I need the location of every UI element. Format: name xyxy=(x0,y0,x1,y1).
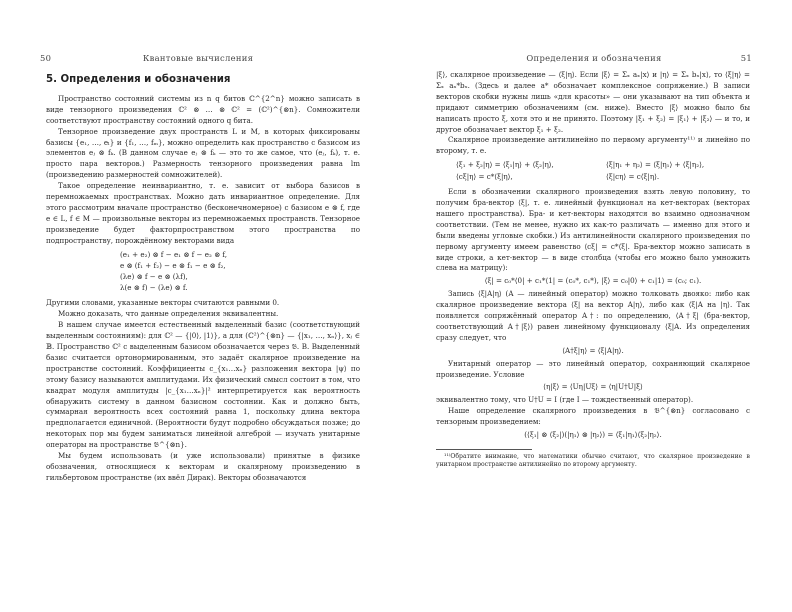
paragraph: Унитарный оператор — это линейный оператор, сохраняющий скалярное произведение. Условие xyxy=(436,358,750,379)
left-running-title: Квантовые вычисления xyxy=(142,53,254,63)
unitary-equation: ⟨η|ξ⟩ = ⟨Uη|Uξ⟩ = ⟨η|U†U|ξ⟩ xyxy=(543,382,643,392)
left-page-header xyxy=(40,53,356,67)
paragraph: Запись ⟨ξ|A|η⟩ (A — линейный оператор) можно толковать двояко: либо как скалярное произведение вектора ⟨ξ| на вектор A|η⟩, либо как ⟨ξ|A на |η⟩. Так появляется сопряжённый оператор A†: по определению, ⟨A†ξ| (бра-вектор, соответствующий A†|ξ⟩) равен линейному функционалу ⟨ξ|A. Из определения сразу следует, что xyxy=(436,289,750,342)
paragraph: Мы будем использовать (и уже использовали) принятые в физике обозначения, относящиеся к векторам и скалярному произведению в гильбертовом пространстве (их ввёл Дирак). Векторы обозначаются xyxy=(46,451,360,482)
footnote: ¹¹⁾Обратите внимание, что математики обычно считают, что скалярное произведение в унитарном пространстве антилинейно по второму аргументу. xyxy=(436,453,750,469)
right-running-title: Определения и обозначения xyxy=(526,53,662,63)
paragraph: эквивалентно тому, что U†U = I (где I — тождественный оператор). xyxy=(436,395,694,405)
tensor-relations-equations xyxy=(120,250,360,295)
paragraph: Скалярное произведение антилинейно по первому аргументу¹¹⁾ и линейно по второму, т. е. xyxy=(436,135,750,156)
equation-line: λ(e ⊗ f) − (λe) ⊗ f. xyxy=(120,283,188,293)
equation-line: (λe) ⊗ f − e ⊗ (λf), xyxy=(120,271,188,281)
paragraph: Можно доказать, что данные определения эквивалентны. xyxy=(58,309,279,319)
section-heading: 5. Определения и обозначения xyxy=(46,74,231,85)
equation-line: ⟨ξ|η₁ + η₂⟩ = ⟨ξ|η₁⟩ + ⟨ξ|η₂⟩, xyxy=(606,160,705,170)
paragraph: |ξ⟩, скалярное произведение — ⟨ξ|η⟩. Если |ξ⟩ = Σₓ aₓ|x⟩ и |η⟩ = Σₓ bₓ|x⟩, то ⟨ξ|η⟩ = Σₓ aₓ*bₓ. (Здесь и далее a* обозначает комплексное сопряжение.) В записи векторов скобки нужны лишь «для красоты» — они указывают на тип объекта и придают симметрию обозначениям (см. ниже). Вместо |ξ⟩ можно было бы написать просто ξ, хотя это и не принято. Поэтому |ξ₁ + ξ₂⟩ = |ξ₁⟩ + |ξ₂⟩ — и то, и другое обозначает вектор ξ₁ + ξ₂. xyxy=(436,70,750,134)
right-page-header xyxy=(436,53,752,67)
paragraph: Если в обозначении скалярного произведения взять левую половину, то получим бра-вектор ⟨ξ|, т. е. линейный функционал на кет-векторах (векторах нашего пространства). Бра- и кет-векторы находятся во взаимно однозначном соответствии. (Тем не менее, нужно их как-то различать — именно для этого и были введены угловые скобки.) Из антилинейности скалярного произведения по первому аргументу имеем равенство ⟨cξ| = c*⟨ξ|. Бра-вектор можно записать в виде строки, а кет-вектор — в виде столбца (чтобы его можно было умножить слева на матрицу): xyxy=(436,187,750,273)
left-page-number: 50 xyxy=(40,53,52,63)
left-page-body xyxy=(46,73,360,484)
paragraph: Тензорное произведение двух пространств L и M, в которых фиксированы базисы {e₁, …, eₗ} и {f₁, …, fₘ}, можно определить как пространство с базисом из элементов eⱼ ⊗ fₖ. (В данном случае eⱼ ⊗ fₖ — это то же самое, что (eⱼ, fₖ), т. е. просто пара векторов.) Размерность тензорного произведения равна lm (произведению размерностей сомножителей). xyxy=(46,126,360,180)
equation-line: ⟨ξ₁ + ξ₂|η⟩ = ⟨ξ₁|η⟩ + ⟨ξ₂|η⟩, xyxy=(456,160,554,170)
paragraph: Наше определение скалярного произведения в 𝔅^{⊗n} согласовано с тензорным произведением: xyxy=(436,406,750,427)
row-column-equation: ⟨ξ| = c₀*⟨0| + c₁*⟨1| = (c₀*, c₁*), |ξ⟩ = c₀|0⟩ + c₁|1⟩ = (c₀; c₁). xyxy=(484,276,702,286)
equation-line: e ⊗ (f₁ + f₂) − e ⊗ f₁ − e ⊗ f₂, xyxy=(120,260,226,270)
equation-line: ⟨cξ|η⟩ = c*⟨ξ|η⟩, xyxy=(456,172,513,182)
paragraph: Другими словами, указанные векторы считаются равными 0. xyxy=(46,298,280,308)
right-page xyxy=(396,0,792,612)
paragraph: В нашем случае имеется естественный выделенный базис (соответствующий выделенным состояниям): для ℂ² — {|0⟩, |1⟩}, а для (ℂ²)^{⊗n} — {|x₁, …, xₙ⟩}, xⱼ ∈ 𝔹. Пространство ℂ² с выделенным базисом обозначается через 𝔅. В. Выделенный базис считается ортонормированным, это задаёт скалярное произведение на пространстве состояний. Коэффициенты c_{x₁…xₙ} разложения вектора |ψ⟩ по этому базису называются амплитудами. Их физический смысл состоит в том, что квадрат модуля амплитуды |c_{x₁…xₙ}|² интерпретируется как вероятность обнаружить систему в данном базисном состоянии. Как и должно быть, суммарная вероятность всех состояний равна 1, поскольку длина вектора предполагается единичной. (Вероятности будут подробно обсуждаться позже; до некоторых пор мы будем заниматься линейной алгеброй — изучать унитарные операторы на пространстве 𝔅^{⊗n}. xyxy=(46,320,360,450)
right-page-body xyxy=(436,70,750,470)
paragraph: Пространство состояний системы из n q битов ℂ^{2^n} можно записать в виде тензорного произведения ℂ² ⊗ … ⊗ ℂ² = (ℂ²)^{⊗n}. Сомножители соответствуют пространству состояний одного q бита. xyxy=(46,93,360,125)
adjoint-equation: ⟨A†ξ|η⟩ = ⟨ξ|A|η⟩. xyxy=(562,345,624,355)
footnote-divider xyxy=(436,449,532,450)
right-page-number: 51 xyxy=(740,53,752,63)
linearity-equations xyxy=(456,160,750,183)
equation-line: (e₁ + e₂) ⊗ f − e₁ ⊗ f − e₂ ⊗ f, xyxy=(120,249,228,259)
tensor-product-equation: (⟨ξ₁| ⊗ ⟨ξ₂|)(|η₁⟩ ⊗ |η₂⟩) = ⟨ξ₁|η₁⟩⟨ξ₂|η₂⟩. xyxy=(524,430,662,440)
equation-line: ⟨ξ|cη⟩ = c⟨ξ|η⟩. xyxy=(606,172,660,182)
paragraph: Такое определение неинвариантно, т. е. зависит от выбора базисов в перемножаемых пространствах. Можно дать инвариантное определение. Для этого рассмотрим вначале пространство (бесконечномерное) с базисом e ⊗ f, где e ∈ L, f ∈ M — произвольные векторы из перемножаемых пространств. Тензорное произведение будет факторпространством этого пространства по подпространству, порождённому векторами вида xyxy=(46,181,360,245)
